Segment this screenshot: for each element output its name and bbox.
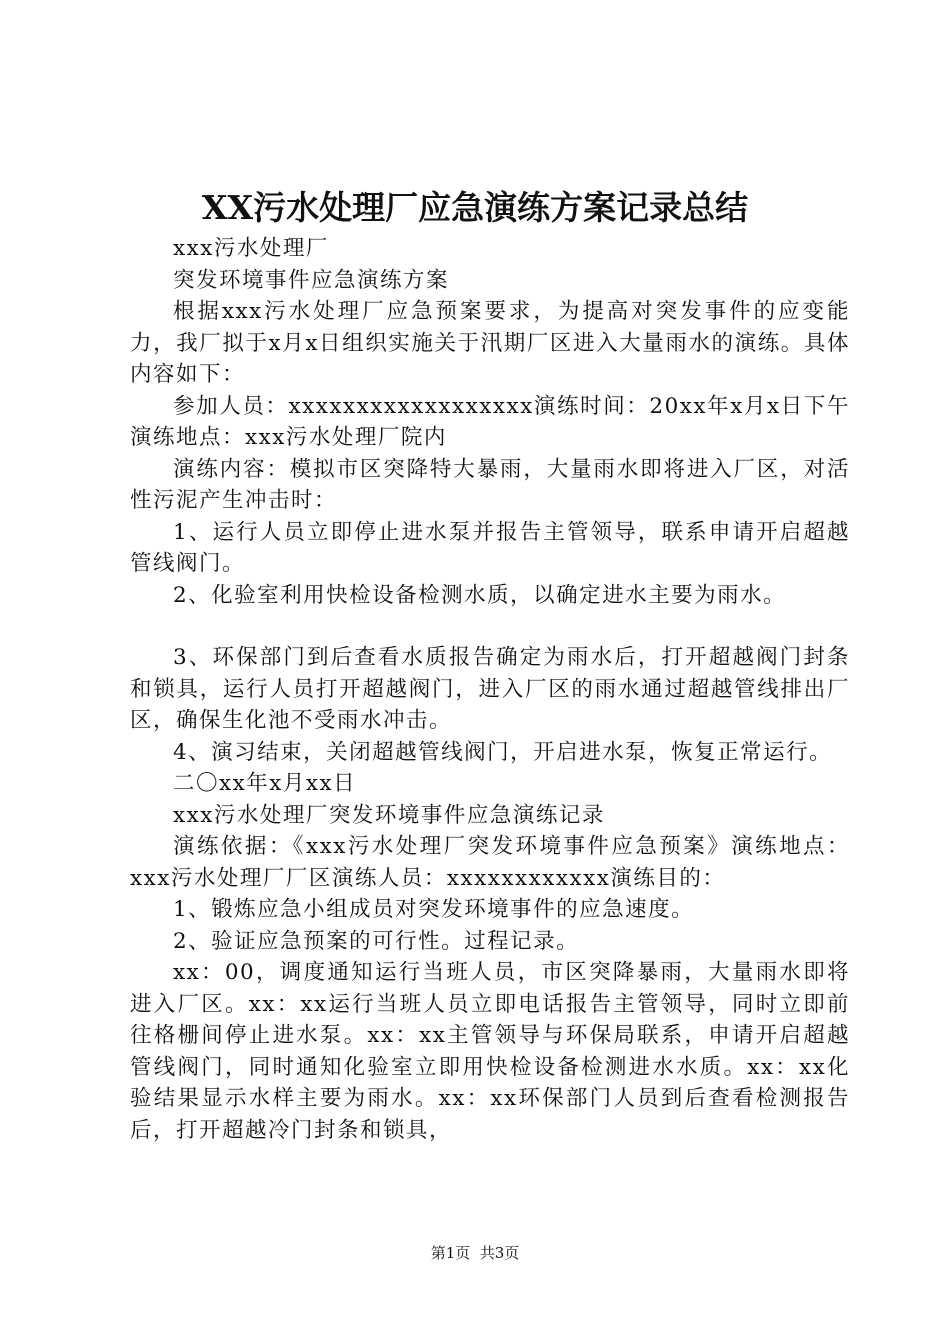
page-number-footer: 第1页 共3页 xyxy=(430,1244,520,1262)
paragraph-basis: 演练依据：《xxx污水处理厂突发环境事件应急预案》演练地点：xxx污水处理厂厂区演练人员：xxxxxxxxxxxx演练目的： xyxy=(130,834,850,891)
paragraph-intro: 根据xxx污水处理厂应急预案要求，为提高对突发事件的应变能力，我厂拟于x月x日组织实施关于汛期厂区进入大量雨水的演练。具体内容如下： xyxy=(130,299,850,387)
paragraph-drill-content: 演练内容：模拟市区突降特大暴雨，大量雨水即将进入厂区，对活性污泥产生冲击时： xyxy=(130,456,850,513)
document-body xyxy=(130,233,850,1146)
paragraph-step-1: 1、运行人员立即停止进水泵并报告主管领导，联系申请开启超越管线阀门。 xyxy=(130,519,850,576)
paragraph-step-3: 3、环保部门到后查看水质报告确定为雨水后，打开超越阀门封条和锁具，运行人员打开超越阀门，进入厂区的雨水通过超越管线排出厂区，确保生化池不受雨水冲击。 xyxy=(130,645,850,733)
paragraph-date: 二〇xx年x月xx日 xyxy=(173,771,357,796)
paragraph-plant-name: xxx污水处理厂 xyxy=(173,236,329,261)
paragraph-step-4: 4、演习结束，关闭超越管线阀门，开启进水泵，恢复正常运行。 xyxy=(173,739,833,765)
document-title: XX污水处理厂应急演练方案记录总结 xyxy=(201,188,749,227)
paragraph-plan-title: 突发环境事件应急演练方案 xyxy=(173,267,450,293)
paragraph-process-record: xx：00，调度通知运行当班人员，市区突降暴雨，大量雨水即将进入厂区。xx：xx运行当班人员立即电话报告主管领导，同时立即前往格栅间停止进水泵。xx：xx主管领导与环保局联系，申请开启超越管线阀门，同时通知化验室立即用快检设备检测进水水质。xx：xx化验结果显示水样主要为雨水。xx：xx环保部门人员到后查看检测报告后，打开超越冷门封条和锁具， xyxy=(130,960,850,1143)
paragraph-purpose-1: 1、锻炼应急小组成员对突发环境事件的应急速度。 xyxy=(173,897,695,922)
paragraph-step-2: 2、化验室利用快检设备检测水质，以确定进水主要为雨水。 xyxy=(173,582,787,608)
paragraph-purpose-2: 2、验证应急预案的可行性。过程记录。 xyxy=(173,928,580,954)
paragraph-participants: 参加人员：xxxxxxxxxxxxxxxxxx演练时间：20xx年x月x日下午演练地点：xxx污水处理厂院内 xyxy=(130,393,850,450)
paragraph-record-title: xxx污水处理厂突发环境事件应急演练记录 xyxy=(173,802,605,828)
